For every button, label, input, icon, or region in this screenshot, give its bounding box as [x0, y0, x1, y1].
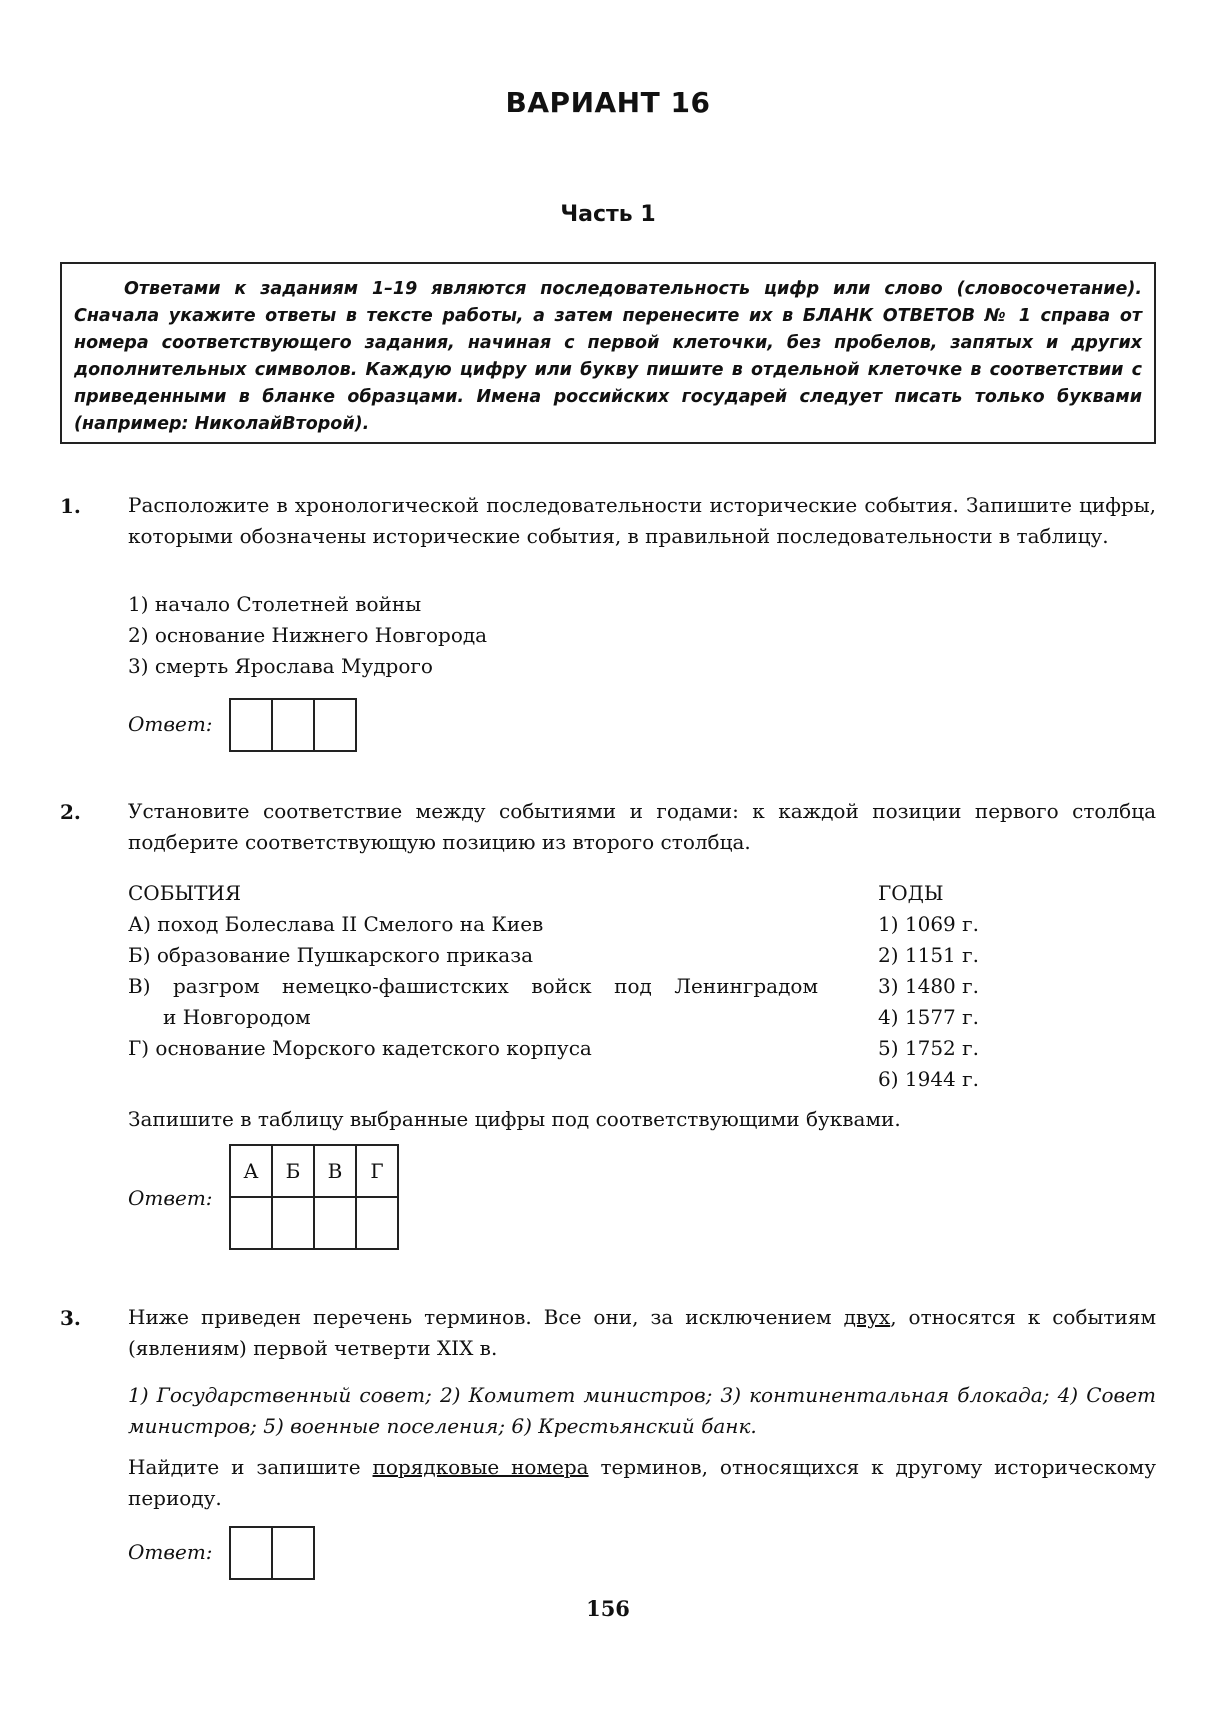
- column-letter: Б: [272, 1145, 314, 1197]
- event-item: Б) образование Пушкарского приказа: [128, 943, 534, 967]
- column-letter: А: [230, 1145, 272, 1197]
- question-2-answer-label: Ответ:: [128, 1186, 213, 1210]
- answer-cell[interactable]: [272, 699, 314, 751]
- year-item: 6) 1944 г.: [878, 1067, 979, 1091]
- answer-cell[interactable]: [230, 1527, 272, 1579]
- year-item: 3) 1480 г.: [878, 974, 979, 998]
- question-2-number: 2.: [60, 800, 81, 824]
- year-item: 5) 1752 г.: [878, 1036, 979, 1060]
- question-1-answer-grid: [229, 698, 357, 752]
- question-3-emphasis: двух: [843, 1305, 891, 1329]
- year-item: 1) 1069 г.: [878, 912, 979, 936]
- question-3-text: [128, 1302, 1156, 1364]
- question-2-text: Установите соответствие между событиями и годами: к каждой позиции первого столбца подберите соответствующую позицию из второго столбца.: [128, 799, 1156, 854]
- event-item: В) разгром немецко-фашистских войск под Ленинградом: [128, 974, 818, 998]
- event-item: А) поход Болеслава II Смелого на Киев: [128, 912, 544, 936]
- events-header: СОБЫТИЯ: [128, 881, 242, 905]
- answer-cell[interactable]: [314, 1197, 356, 1249]
- question-1-option: 3) смерть Ярослава Мудрого: [128, 654, 433, 678]
- question-3-instruction-emphasis: порядковые номера: [372, 1455, 589, 1479]
- column-letter: В: [314, 1145, 356, 1197]
- question-3-answer-label: Ответ:: [128, 1540, 213, 1564]
- question-3-instruction-part: терминов, относящихся к другому историческому периоду.: [128, 1455, 1156, 1510]
- year-item: 2) 1151 г.: [878, 943, 979, 967]
- question-1-answer-label: Ответ:: [128, 712, 213, 736]
- question-2-answer-grid: [229, 1144, 399, 1250]
- question-1-option: 1) начало Столетней войны: [128, 592, 422, 616]
- event-item-continuation: и Новгородом: [163, 1005, 311, 1029]
- answer-cell[interactable]: [356, 1197, 398, 1249]
- instructions-box: Ответами к заданиям 1–19 являются последовательность цифр или слово (словосочетание). Сначала укажите ответы в тексте работы, а затем перенесите их в БЛАНК ОТВЕТОВ № 1 справа от номера соответствующего задания, начиная с первой клеточки, без пробелов, запятых и других дополнительных символов. Каждую цифру или букву пишите в отдельной клеточке в соответствии с приведенными в бланке образцами. Имена российских государей следует писать только буквами (например: НиколайВторой).: [60, 262, 1156, 444]
- answer-cell[interactable]: [272, 1197, 314, 1249]
- answer-cell[interactable]: [314, 699, 356, 751]
- question-3-number: 3.: [60, 1306, 81, 1330]
- terms-list: 1) Государственный совет; 2) Комитет министров; 3) континентальная блокада; 4) Совет министров; 5) военные поселения; 6) Крестьянский банк.: [128, 1383, 1156, 1438]
- column-letter: Г: [356, 1145, 398, 1197]
- question-3-instruction-part: Найдите и запишите: [128, 1455, 373, 1479]
- answer-cell[interactable]: [230, 1197, 272, 1249]
- event-item: Г) основание Морского кадетского корпуса: [128, 1036, 592, 1060]
- question-1-text: Расположите в хронологической последовательности исторические события. Запишите цифры, которыми обозначены исторические события, в правильной последовательности в таблицу.: [128, 493, 1156, 548]
- part-title: Часть 1: [560, 202, 656, 227]
- variant-title: ВАРИАНТ 16: [505, 86, 711, 119]
- question-1-option: 2) основание Нижнего Новгорода: [128, 623, 488, 647]
- question-1-number: 1.: [60, 494, 81, 518]
- question-2-instruction: Запишите в таблицу выбранные цифры под соответствующими буквами.: [128, 1107, 901, 1131]
- year-item: 4) 1577 г.: [878, 1005, 979, 1029]
- question-3-instruction: [128, 1452, 1156, 1514]
- answer-cell[interactable]: [272, 1527, 314, 1579]
- question-3-text-part: Ниже приведен перечень терминов. Все они, за исключением: [128, 1305, 844, 1329]
- years-header: ГОДЫ: [878, 881, 944, 905]
- answer-cell[interactable]: [230, 699, 272, 751]
- question-3-text-part: , относятся к событиям (явлениям) первой четверти XIX в.: [128, 1305, 1156, 1360]
- page-number: 156: [586, 1596, 630, 1621]
- question-3-answer-grid: [229, 1526, 315, 1580]
